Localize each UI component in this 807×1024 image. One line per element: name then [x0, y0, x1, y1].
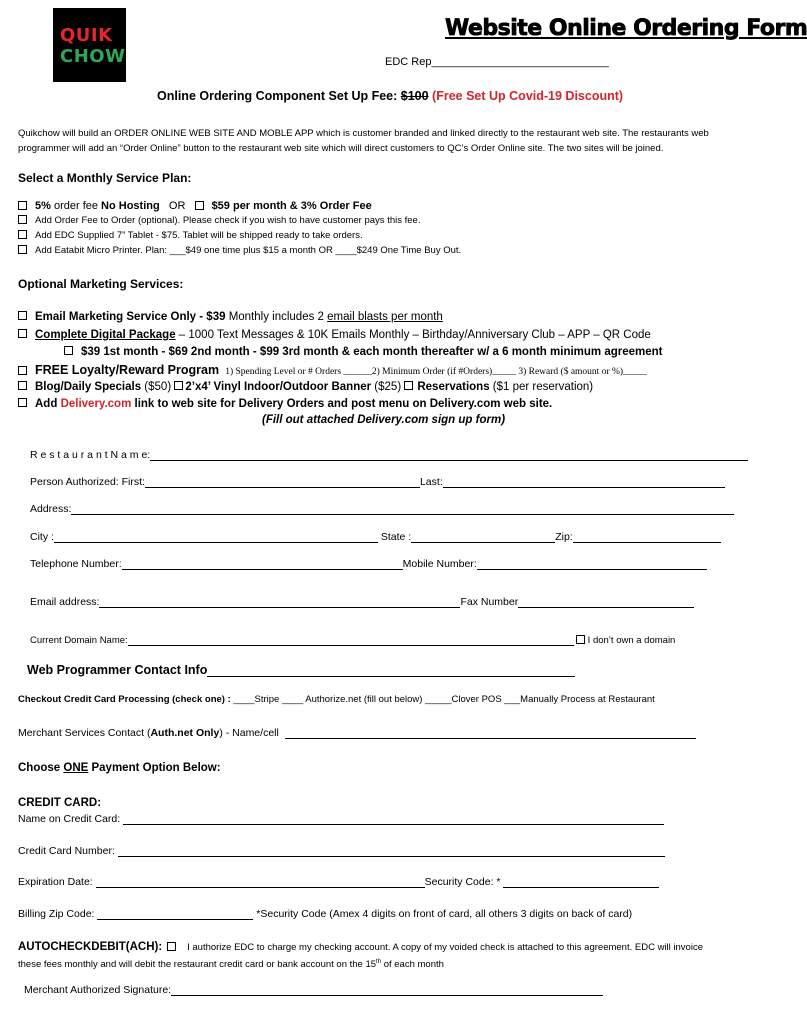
- setup-fee-heading: [157, 89, 623, 103]
- address-input[interactable]: [71, 503, 734, 515]
- telephone-input[interactable]: [122, 558, 403, 570]
- marketing-digital-sub-label: $39 1st month - $69 2nd month - $99 3rd month & each month thereafter w/ a 6 month minimum agreement: [81, 346, 663, 358]
- restaurant-name-row: [30, 449, 748, 461]
- marketing-delivery: [18, 398, 552, 410]
- marketing-digital-desc: – 1000 Text Messages & 10K Emails Monthly – Birthday/Anniversary Club – APP – QR Code: [175, 329, 651, 341]
- merchant-input[interactable]: [285, 727, 696, 739]
- marketing-banner-checkbox[interactable]: [174, 381, 183, 390]
- signature-row: [24, 984, 603, 996]
- marketing-banner-price: ($25): [371, 381, 405, 393]
- plan-option-3-checkbox[interactable]: [18, 215, 27, 224]
- plan-option-1-nohost: No Hosting: [101, 200, 160, 212]
- cc-sec-input[interactable]: [503, 876, 659, 888]
- address-label: Address:: [30, 503, 72, 515]
- edc-rep-field[interactable]: EDC Rep_____________________________: [385, 56, 609, 68]
- telephone-label: Telephone Number:: [30, 558, 122, 570]
- marketing-email-price: - $39: [196, 311, 229, 323]
- restaurant-name-input[interactable]: [150, 449, 748, 461]
- plan-option-5-checkbox[interactable]: [18, 245, 27, 254]
- ach-line-2b: of each month: [381, 959, 444, 971]
- fax-input[interactable]: [518, 596, 694, 608]
- marketing-delivery-a: Add: [35, 398, 61, 410]
- cc-exp-label: Expiration Date:: [18, 876, 96, 888]
- plan-option-1-mid: order fee: [50, 200, 102, 212]
- plan-option-1-checkbox[interactable]: [18, 201, 27, 210]
- mobile-input[interactable]: [477, 558, 707, 570]
- marketing-delivery-checkbox[interactable]: [18, 398, 27, 407]
- ach-line-1: I authorize EDC to charge my checking account. A copy of my voided check is attached to this agreement. EDC will invoice: [187, 942, 703, 953]
- cc-sec-note: *Security Code (Amex 4 digits on front of card, all others 3 digits on back of card): [253, 908, 633, 920]
- plan-option-5-label: Add Eatabit Micro Printer. Plan: ___$49 one time plus $15 a month OR ____$249 One Time Buy Out.: [35, 245, 462, 256]
- ach-line-2a: these fees monthly and will debit the restaurant credit card or bank account on the 15: [18, 959, 377, 971]
- fax-label: Fax Number: [460, 596, 519, 608]
- plan-option-4-label: Add EDC Supplied 7” Tablet - $75. Tablet will be shipped ready to take orders.: [35, 230, 363, 241]
- marketing-digital-checkbox[interactable]: [18, 329, 27, 338]
- zip-label: Zip:: [555, 531, 573, 543]
- setup-fee-text: Online Ordering Component Set Up Fee:: [157, 89, 401, 103]
- phone-row: [30, 558, 707, 570]
- cc-zip-input[interactable]: [97, 908, 253, 920]
- intro-line-1: Quikchow will build an ORDER ONLINE WEB SITE AND MOBLE APP which is customer branded and linked directly to the restaurant web site. The restaurants web: [18, 128, 709, 139]
- checkout-options[interactable]: ____Stripe ____ Authorize.net (fill out below) _____Clover POS ___Manually Process at Restaurant: [230, 694, 655, 705]
- email-row: [30, 596, 694, 608]
- marketing-loyalty-desc: 1) Spending Level or # Orders ______2) Minimum Order (if #Orders)_____ 3) Reward ($ amount or %)_____: [225, 367, 647, 377]
- marketing-banner-label: 2’x4’ Vinyl Indoor/Outdoor Banner: [185, 381, 372, 393]
- intro-paragraph: [18, 126, 709, 156]
- marketing-email-desc-underlined: email blasts per month: [327, 311, 443, 323]
- marketing-digital-sub-checkbox[interactable]: [64, 346, 73, 355]
- city-input[interactable]: [54, 531, 378, 543]
- ach-heading: AUTOCHECKDEBIT(ACH):: [18, 941, 163, 953]
- marketing-email-desc: Monthly includes 2: [228, 311, 328, 323]
- person-row: [30, 476, 725, 488]
- no-domain-checkbox[interactable]: [576, 635, 585, 644]
- merchant-label-a: Merchant Services Contact (: [18, 727, 151, 739]
- merchant-row: [18, 727, 696, 739]
- marketing-digital: [18, 329, 651, 341]
- marketing-blog-label: Blog/Daily Specials: [35, 381, 142, 393]
- cc-name-label: Name on Credit Card:: [18, 813, 124, 825]
- logo-text-quik: QUIK: [60, 25, 113, 46]
- person-first-label: Person Authorized: First:: [30, 476, 145, 488]
- merchant-label-c: ) - Name/cell: [219, 727, 279, 739]
- setup-fee-old-price: $100: [400, 89, 429, 103]
- restaurant-name-label: R e s t a u r a n t N a m e:: [30, 449, 151, 461]
- no-domain-label: I don’t own a domain: [587, 635, 676, 646]
- marketing-email-checkbox[interactable]: [18, 311, 27, 320]
- marketing-loyalty: [18, 363, 647, 377]
- email-label: Email address:: [30, 596, 100, 608]
- ach-checkbox[interactable]: [167, 942, 176, 951]
- cc-name-row: [18, 813, 664, 825]
- cc-exp-input[interactable]: [96, 876, 425, 888]
- cc-exp-row: [18, 876, 659, 888]
- marketing-heading: Optional Marketing Services:: [18, 277, 184, 291]
- plan-option-4: [18, 230, 363, 241]
- person-first-input[interactable]: [145, 476, 420, 488]
- domain-input[interactable]: [128, 634, 574, 646]
- ach-row: [18, 941, 703, 953]
- plan-option-2-label: $59 per month & 3% Order Fee: [211, 200, 372, 212]
- signature-input[interactable]: [171, 984, 603, 996]
- programmer-row: [27, 662, 575, 677]
- payment-heading-a: Choose: [18, 762, 64, 774]
- merchant-label-b: Auth.net Only: [150, 727, 220, 739]
- programmer-label: Web Programmer Contact Info: [27, 663, 208, 677]
- checkout-row: [18, 694, 655, 705]
- cc-zip-row: [18, 908, 632, 920]
- plan-or-text: OR: [168, 200, 186, 212]
- email-input[interactable]: [99, 596, 460, 608]
- marketing-blog-price: ($50): [141, 381, 175, 393]
- plan-option-4-checkbox[interactable]: [18, 230, 27, 239]
- marketing-reservations-checkbox[interactable]: [404, 381, 413, 390]
- cc-heading: CREDIT CARD:: [18, 797, 102, 809]
- cc-number-label: Credit Card Number:: [18, 845, 118, 857]
- plan-option-3: [18, 215, 420, 226]
- address-row: [30, 503, 734, 515]
- setup-fee-discount: (Free Set Up Covid-19 Discount): [428, 89, 624, 103]
- marketing-reservations-label: Reservations: [417, 381, 490, 393]
- form-title: Website Online Ordering Form: [445, 16, 807, 41]
- plan-option-1: [18, 200, 372, 212]
- marketing-extras: [18, 381, 593, 393]
- city-row: [30, 531, 721, 543]
- state-input[interactable]: [411, 531, 555, 543]
- cc-name-input[interactable]: [123, 813, 664, 825]
- delivery-note: (Fill out attached Delivery.com sign up form): [262, 414, 506, 426]
- marketing-digital-label: Complete Digital Package: [35, 329, 176, 341]
- plan-heading: Select a Monthly Service Plan:: [18, 171, 192, 185]
- ach-line-2-sup: th: [376, 959, 382, 965]
- quikchow-logo: [53, 8, 126, 82]
- domain-label: Current Domain Name:: [30, 635, 128, 646]
- checkout-label: Checkout Credit Card Processing (check one) :: [18, 694, 231, 705]
- programmer-input[interactable]: [207, 662, 575, 677]
- plan-option-5: [18, 245, 461, 256]
- mobile-label: Mobile Number:: [402, 558, 477, 570]
- cc-number-input[interactable]: [118, 845, 665, 857]
- marketing-loyalty-label: FREE Loyalty/Reward Program: [35, 363, 220, 377]
- logo-text-chow: CHOW: [60, 46, 126, 67]
- marketing-loyalty-checkbox[interactable]: [18, 366, 27, 375]
- ach-line-2: [18, 959, 444, 970]
- marketing-digital-sub: [64, 346, 663, 358]
- domain-row: [30, 634, 675, 646]
- payment-heading-one: ONE: [63, 762, 89, 774]
- plan-option-1-pct: 5%: [35, 200, 51, 212]
- signature-label: Merchant Authorized Signature:: [24, 984, 172, 996]
- payment-heading-b: Payment Option Below:: [88, 762, 221, 774]
- intro-line-2: programmer will add an “Order Online” button to the restaurant web site which will direct customers to QC’s Order Online site. The two sites will be joined.: [18, 143, 664, 154]
- plan-option-2-checkbox[interactable]: [195, 201, 204, 210]
- cc-number-row: [18, 845, 665, 857]
- marketing-delivery-b: link to web site for Delivery Orders and post menu on Delivery.com web site.: [131, 398, 553, 410]
- zip-input[interactable]: [573, 531, 721, 543]
- state-label: State :: [380, 531, 412, 543]
- marketing-email-label: Email Marketing Service Only: [35, 311, 197, 323]
- marketing-reservations-price: ($1 per reservation): [489, 381, 594, 393]
- plan-option-3-label: Add Order Fee to Order (optional). Please check if you wish to have customer pays this fee.: [35, 215, 421, 226]
- person-last-label: Last:: [419, 476, 443, 488]
- delivery-brand: Delivery.com: [60, 398, 132, 410]
- cc-zip-label: Billing Zip Code:: [18, 908, 98, 920]
- person-last-input[interactable]: [443, 476, 725, 488]
- marketing-email: [18, 311, 443, 323]
- marketing-blog-checkbox[interactable]: [18, 381, 27, 390]
- payment-heading: [18, 762, 221, 774]
- city-label: City :: [30, 531, 54, 543]
- cc-sec-label: Security Code: *: [424, 876, 504, 888]
